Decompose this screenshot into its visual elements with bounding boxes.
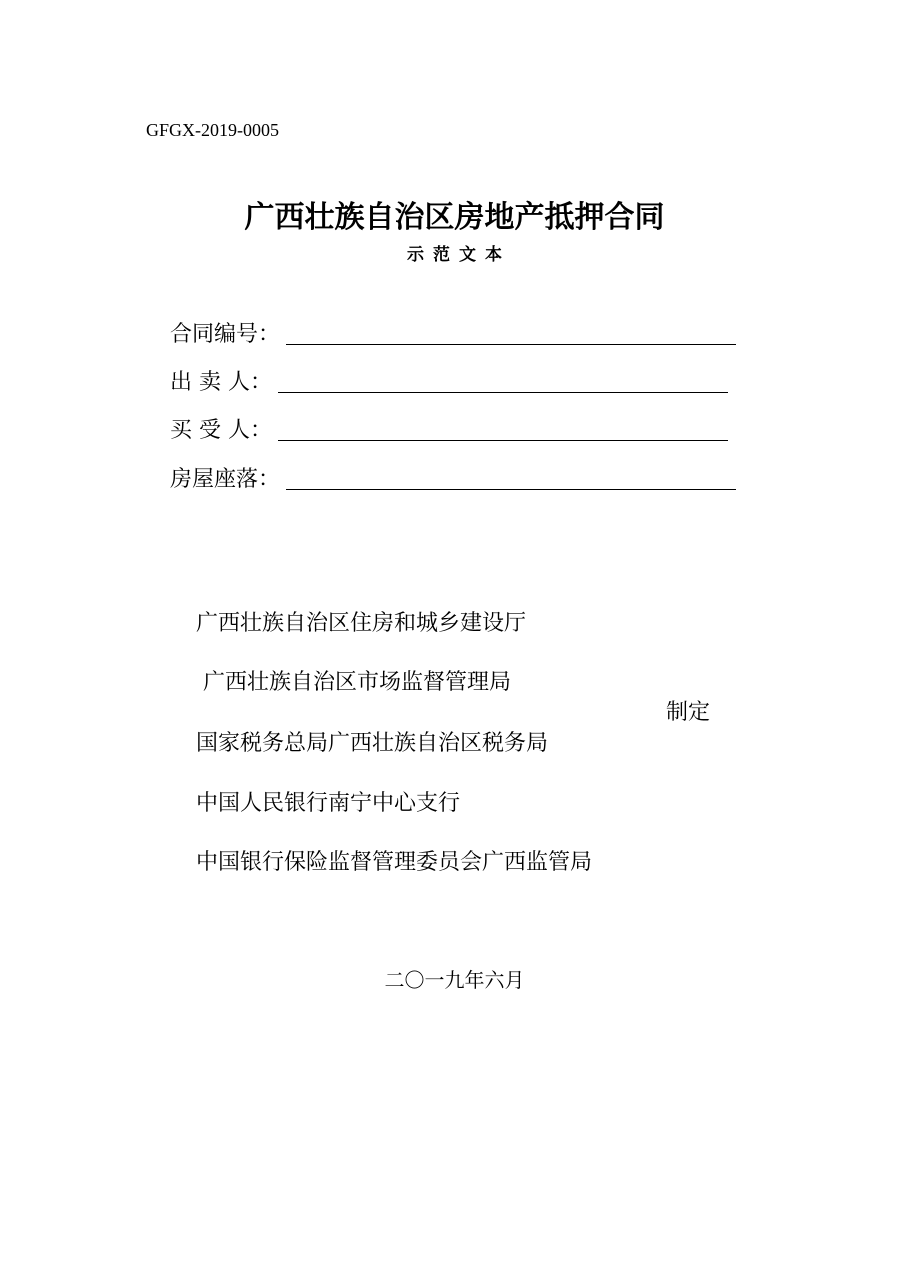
field-buyer bbox=[170, 414, 728, 444]
field-line-buyer[interactable] bbox=[278, 416, 728, 441]
field-label-contract-number: 合同编号： bbox=[170, 322, 281, 347]
made-label: 制定 bbox=[666, 700, 711, 725]
document-subtitle: 示范文本 bbox=[407, 245, 511, 265]
document-title: 广西壮族自治区房地产抵押合同 bbox=[244, 200, 665, 235]
field-line-seller[interactable] bbox=[278, 368, 728, 393]
field-line-property-location[interactable] bbox=[286, 465, 736, 490]
document-code: GFGX-2019-0005 bbox=[146, 120, 279, 140]
issuer-tax-bureau: 国家税务总局广西壮族自治区税务局 bbox=[196, 731, 549, 756]
field-label-buyer: 买 受 人： bbox=[170, 418, 272, 443]
field-contract-number bbox=[170, 318, 736, 348]
field-line-contract-number[interactable] bbox=[286, 320, 736, 345]
field-label-seller: 出 卖 人： bbox=[170, 370, 272, 395]
issuer-peoples-bank: 中国人民银行南宁中心支行 bbox=[196, 791, 461, 816]
issuer-banking-insurance-regulator: 中国银行保险监督管理委员会广西监管局 bbox=[196, 850, 593, 875]
issuer-market-regulation: 广西壮族自治区市场监督管理局 bbox=[203, 670, 512, 695]
field-property-location bbox=[170, 463, 736, 493]
document-date: 二〇一九年六月 bbox=[384, 968, 525, 992]
field-label-property-location: 房屋座落： bbox=[170, 467, 281, 492]
field-seller bbox=[170, 366, 728, 396]
issuer-housing-department: 广西壮族自治区住房和城乡建设厅 bbox=[196, 611, 527, 636]
